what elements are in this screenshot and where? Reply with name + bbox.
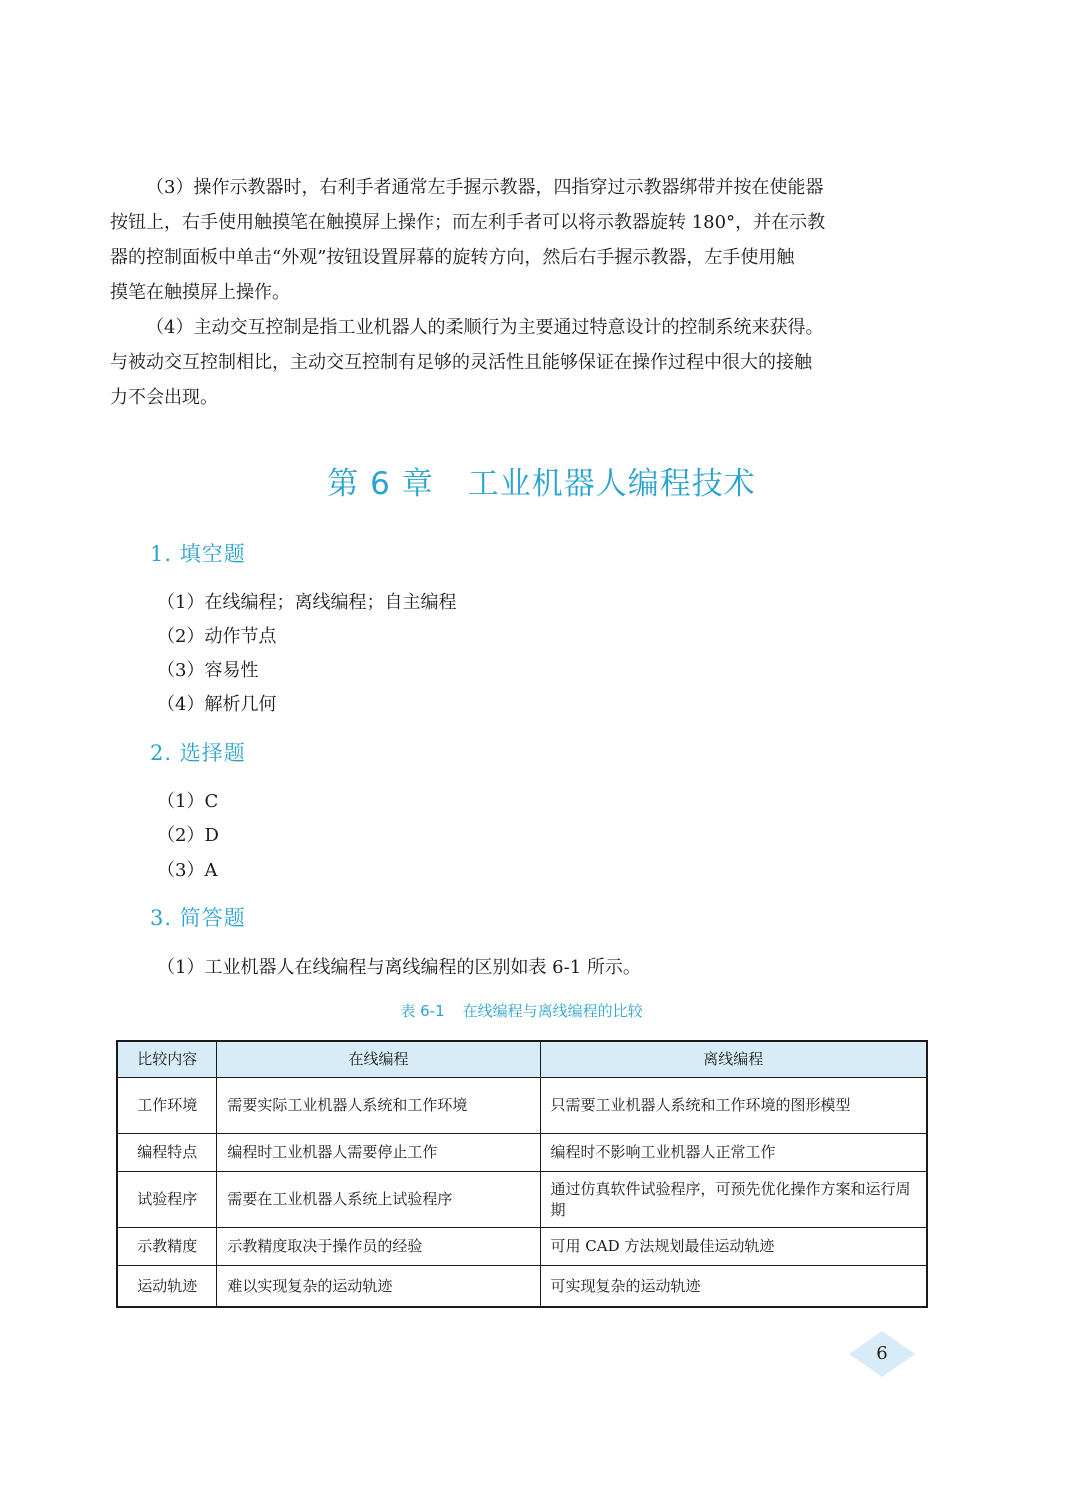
table-row (117, 1078, 927, 1134)
section-heading-short-answer: 3. 简答题 (150, 906, 246, 930)
chapter-number: 第 6 章 (327, 466, 434, 502)
table-row-label: 试验程序 (117, 1172, 217, 1228)
section-heading-fill-blank: 1. 填空题 (150, 542, 246, 566)
table-row-label: 工作环境 (117, 1078, 217, 1134)
answer-item: （3）A (157, 860, 218, 881)
table-header-cell: 离线编程 (540, 1041, 927, 1078)
paragraph-line: 按钮上，右手使用触摸笔在触摸屏上操作；而左利手者可以将示教器旋转 180°，并在示教 (110, 212, 826, 233)
table-row-label: 运动轨迹 (117, 1266, 217, 1308)
chapter-title (0, 458, 1083, 503)
paragraph-line: 器的控制面板中单击“外观”按钮设置屏幕的旋转方向，然后右手握示教器，左手使用触 (110, 247, 795, 268)
table-row-label: 编程特点 (117, 1134, 217, 1172)
section-heading-choice: 2. 选择题 (150, 741, 246, 765)
answer-item: （1）C (157, 791, 219, 812)
paragraph-4 (110, 310, 950, 415)
paragraph-line: （4）主动交互控制是指工业机器人的柔顺行为主要通过特意设计的控制系统来获得。 (146, 317, 824, 338)
answer-item: （2）动作节点 (157, 626, 277, 647)
paragraph-line: 力不会出现。 (110, 387, 218, 408)
table-cell: 难以实现复杂的运动轨迹 (217, 1266, 540, 1308)
paragraph-3 (110, 170, 950, 310)
table-cell: 可用 CAD 方法规划最佳运动轨迹 (540, 1228, 927, 1266)
table-cell: 示教精度取决于操作员的经验 (217, 1228, 540, 1266)
answer-item: （2）D (157, 825, 219, 846)
table-row (117, 1266, 927, 1308)
table-cell: 编程时不影响工业机器人正常工作 (540, 1134, 927, 1172)
table-cell: 编程时工业机器人需要停止工作 (217, 1134, 540, 1172)
table-row (117, 1228, 927, 1266)
table-header-row (117, 1041, 927, 1078)
table-caption (0, 1000, 1043, 1021)
comparison-table (116, 1040, 928, 1308)
table-row (117, 1172, 927, 1228)
table-caption-number: 表 6-1 (400, 1002, 445, 1020)
answer-item: （4）解析几何 (157, 694, 277, 715)
page-number: 6 (876, 1343, 888, 1364)
answer-item: （1）在线编程；离线编程；自主编程 (157, 592, 457, 613)
table-caption-title: 在线编程与离线编程的比较 (462, 1002, 643, 1020)
table-cell: 可实现复杂的运动轨迹 (540, 1266, 927, 1308)
table-cell: 通过仿真软件试验程序，可预先优化操作方案和运行周期 (540, 1172, 927, 1228)
chapter-name: 工业机器人编程技术 (467, 466, 756, 502)
table-cell: 只需要工业机器人系统和工作环境的图形模型 (540, 1078, 927, 1134)
page-number-badge (847, 1329, 917, 1379)
table-row-label: 示教精度 (117, 1228, 217, 1266)
answer-item: （1）工业机器人在线编程与离线编程的区别如表 6-1 所示。 (157, 957, 641, 978)
paragraph-line: 与被动交互控制相比，主动交互控制有足够的灵活性且能够保证在操作过程中很大的接触 (110, 352, 812, 373)
table-row (117, 1134, 927, 1172)
paragraph-line: 摸笔在触摸屏上操作。 (110, 282, 290, 303)
table-header-cell: 在线编程 (217, 1041, 540, 1078)
table-cell: 需要实际工业机器人系统和工作环境 (217, 1078, 540, 1134)
table-header-cell: 比较内容 (117, 1041, 217, 1078)
paragraph-line: （3）操作示教器时，右利手者通常左手握示教器，四指穿过示教器绑带并按在使能器 (146, 177, 824, 198)
table-cell: 需要在工业机器人系统上试验程序 (217, 1172, 540, 1228)
answer-item: （3）容易性 (157, 660, 259, 681)
